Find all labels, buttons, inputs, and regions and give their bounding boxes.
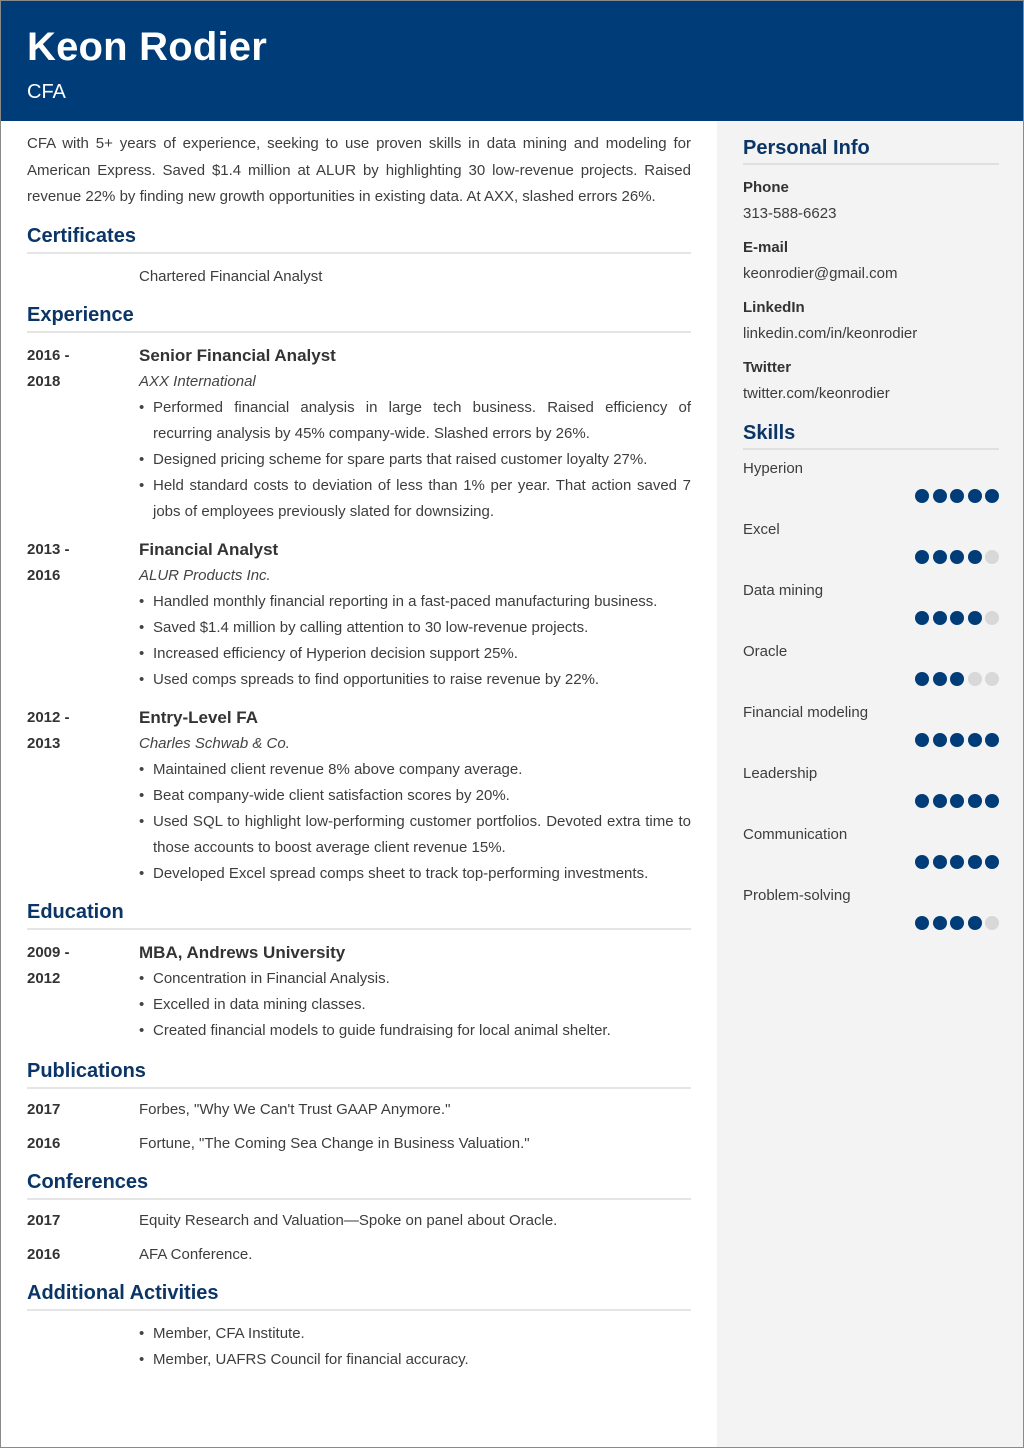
job-dates [27,343,139,525]
rating-dot-icon [985,550,999,564]
job-title: Entry-Level FA [139,707,259,727]
date-start: 2013 - [27,540,70,558]
twitter-value[interactable]: twitter.com/keonrodier [743,385,890,402]
rating-dot-icon [985,672,999,686]
conferences-section [27,1171,691,1268]
phone-label: Phone [743,179,789,196]
publication-year: 2017 [27,1100,61,1118]
phone-value: 313-588-6623 [743,205,837,222]
job-bullets [139,589,691,693]
skills-heading: Skills [743,422,999,450]
skill-name: Financial modeling [743,704,869,721]
activities-bullets [139,1321,691,1373]
skill-item [743,694,999,755]
skill-rating [915,672,999,686]
skills-list [743,450,999,938]
bullet: • Excelled in data mining classes. [139,992,691,1018]
rating-dot-icon [915,916,929,930]
bullet: • Concentration in Financial Analysis. [139,966,691,992]
date-end: 2012 [27,969,61,987]
skill-name: Hyperion [743,460,804,477]
rating-dot-icon [950,794,964,808]
rating-dot-icon [933,855,947,869]
rating-dot-icon [985,489,999,503]
skill-name: Communication [743,826,848,843]
email-label: E-mail [743,239,789,256]
experience-section [27,304,691,887]
job-bullets [139,395,691,525]
publications-section [27,1060,691,1157]
skill-item [743,511,999,572]
certificates-heading: Certificates [27,225,691,254]
rating-dot-icon [915,489,929,503]
date-spacer [27,1321,139,1373]
rating-dot-icon [950,672,964,686]
date-end: 2016 [27,566,61,584]
degree: MBA, Andrews University [139,942,346,962]
bullet: • Beat company-wide client satisfaction scores by 20%. [139,783,691,809]
linkedin-label: LinkedIn [743,299,805,316]
publication-text: Forbes, "Why We Can't Trust GAAP Anymore." [139,1100,451,1118]
publication-year: 2016 [27,1134,61,1152]
rating-dot-icon [985,794,999,808]
job-dates [27,705,139,887]
twitter-label: Twitter [743,359,792,376]
bullet: • Member, UAFRS Council for financial accuracy. [139,1347,691,1373]
education-dates [27,940,139,1044]
bullet: • Saved $1.4 million by calling attention to 30 low-revenue projects. [139,615,691,641]
personal-info-section [743,137,999,404]
publication-item [27,1097,691,1123]
skill-rating [915,733,999,747]
publication-item [27,1131,691,1157]
rating-dot-icon [950,733,964,747]
rating-dot-icon [950,855,964,869]
conferences-heading: Conferences [27,1171,691,1200]
conference-year: 2017 [27,1211,61,1229]
skill-item [743,755,999,816]
certificates-section [27,225,691,290]
activities-section [27,1282,691,1373]
skill-rating [915,855,999,869]
conference-item [27,1242,691,1268]
job-entry [27,537,691,693]
rating-dot-icon [933,489,947,503]
date-end: 2018 [27,372,61,390]
conference-year: 2016 [27,1245,61,1263]
skill-name: Data mining [743,582,824,599]
bullet: • Used SQL to highlight low-performing customer portfolios. Devoted extra time to those accounts to boost average client revenue 15%. [139,809,691,861]
rating-dot-icon [915,550,929,564]
rating-dot-icon [915,611,929,625]
experience-heading: Experience [27,304,691,333]
skill-rating [915,794,999,808]
rating-dot-icon [915,672,929,686]
job-bullets [139,757,691,887]
rating-dot-icon [968,550,982,564]
rating-dot-icon [933,611,947,625]
skill-item [743,633,999,694]
rating-dot-icon [950,489,964,503]
certificate-item: Chartered Financial Analyst [139,267,323,285]
date-start: 2016 - [27,346,70,364]
rating-dot-icon [933,794,947,808]
company-name: Charles Schwab & Co. [139,734,290,752]
rating-dot-icon [950,916,964,930]
rating-dot-icon [915,794,929,808]
date-start: 2009 - [27,943,70,961]
linkedin-value[interactable]: linkedin.com/in/keonrodier [743,325,918,342]
rating-dot-icon [950,611,964,625]
rating-dot-icon [968,794,982,808]
resume-header [1,1,1023,121]
skill-rating [915,550,999,564]
company-name: ALUR Products Inc. [139,566,271,584]
main-column [27,131,691,1373]
bullet: • Performed financial analysis in large tech business. Raised efficiency of recurring analysis by 45% company-wide. Slashed errors by 26%. [139,395,691,447]
skill-item [743,450,999,511]
rating-dot-icon [985,916,999,930]
skill-name: Problem-solving [743,887,851,904]
company-name: AXX International [139,372,256,390]
skill-rating [915,916,999,930]
jobs-list [27,343,691,887]
rating-dot-icon [968,916,982,930]
job-title: Senior Financial Analyst [139,345,336,365]
candidate-title: CFA [27,81,66,103]
conference-text: Equity Research and Valuation—Spoke on panel about Oracle. [139,1211,558,1229]
rating-dot-icon [933,672,947,686]
rating-dot-icon [968,611,982,625]
publication-text: Fortune, "The Coming Sea Change in Business Valuation." [139,1134,530,1152]
rating-dot-icon [950,550,964,564]
conference-text: AFA Conference. [139,1245,253,1263]
skill-name: Excel [743,521,780,538]
rating-dot-icon [933,550,947,564]
rating-dot-icon [968,733,982,747]
bullet: • Developed Excel spread comps sheet to track top-performing investments. [139,861,691,887]
education-heading: Education [27,901,691,930]
skill-item [743,816,999,877]
sidebar [717,121,1023,1447]
date-spacer [27,264,139,290]
job-title: Financial Analyst [139,539,279,559]
rating-dot-icon [968,489,982,503]
activities-heading: Additional Activities [27,1282,691,1311]
rating-dot-icon [985,611,999,625]
rating-dot-icon [933,916,947,930]
job-entry [27,343,691,525]
date-end: 2013 [27,734,61,752]
rating-dot-icon [915,855,929,869]
skill-item [743,877,999,938]
education-item [27,940,691,1044]
conference-item [27,1208,691,1234]
bullet: • Member, CFA Institute. [139,1321,691,1347]
bullet: • Created financial models to guide fundraising for local animal shelter. [139,1018,691,1044]
education-section [27,901,691,1044]
bullet: • Held standard costs to deviation of less than 1% per year. That action saved 7 jobs of employees previously slated for downsizing. [139,473,691,525]
rating-dot-icon [985,733,999,747]
summary: CFA with 5+ years of experience, seeking to use proven skills in data mining and modeling for American Express. Saved $1.4 million at ALUR by highlighting 30 low-revenue projects. Raised revenue 22% by finding new growth opportunities in existing data. At AXX, slashed errors 26%. [27,135,691,205]
candidate-name: Keon Rodier [27,25,267,69]
rating-dot-icon [968,672,982,686]
rating-dot-icon [968,855,982,869]
skill-rating [915,489,999,503]
skill-name: Oracle [743,643,788,660]
email-value[interactable]: keonrodier@gmail.com [743,265,898,282]
job-dates [27,537,139,693]
rating-dot-icon [933,733,947,747]
rating-dot-icon [985,855,999,869]
bullet: • Designed pricing scheme for spare parts that raised customer loyalty 27%. [139,447,691,473]
skills-section [743,422,999,938]
bullet: • Handled monthly financial reporting in a fast-paced manufacturing business. [139,589,691,615]
skill-rating [915,611,999,625]
publications-heading: Publications [27,1060,691,1089]
skill-item [743,572,999,633]
job-entry [27,705,691,887]
bullet: • Used comps spreads to find opportunities to raise revenue by 22%. [139,667,691,693]
education-bullets [139,966,691,1044]
bullet: • Increased efficiency of Hyperion decision support 25%. [139,641,691,667]
rating-dot-icon [915,733,929,747]
date-start: 2012 - [27,708,70,726]
skill-name: Leadership [743,765,818,782]
bullet: • Maintained client revenue 8% above company average. [139,757,691,783]
personal-info-heading: Personal Info [743,137,999,165]
